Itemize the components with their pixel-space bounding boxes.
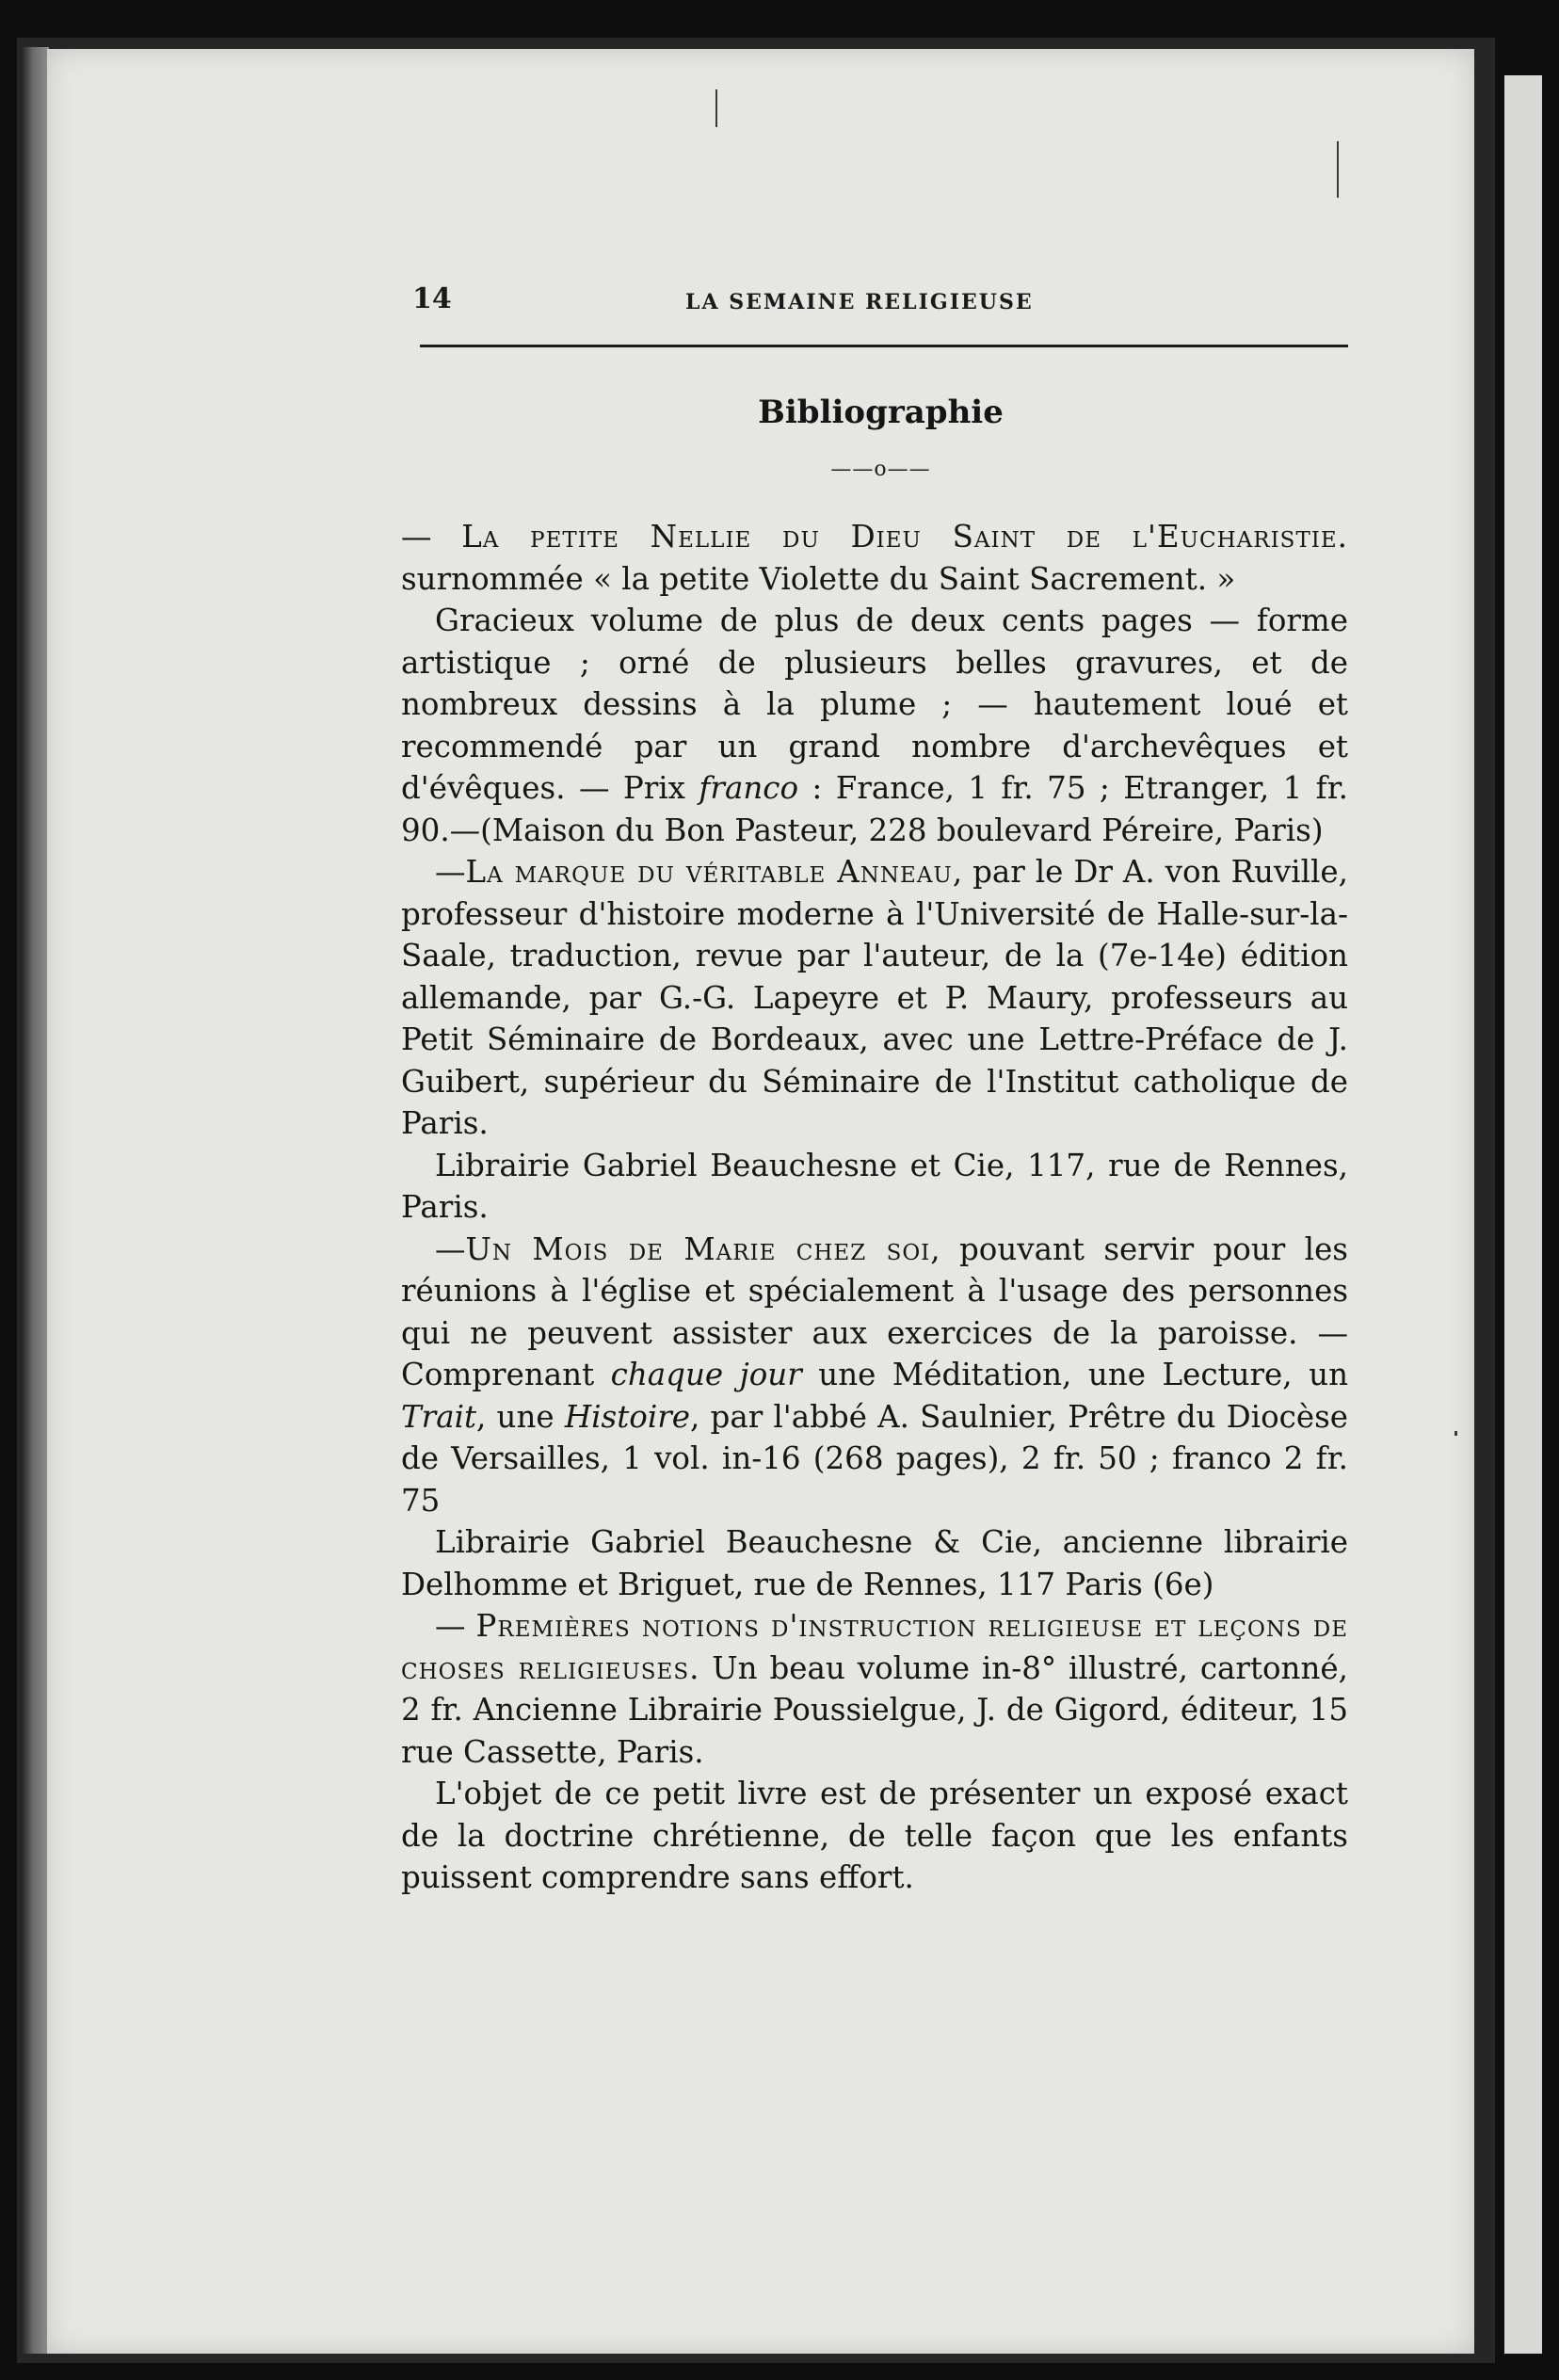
scan-scratch: [1455, 1431, 1457, 1436]
entry-title: Un Mois de Marie chez soi: [465, 1230, 931, 1267]
header-rule: [420, 345, 1348, 347]
entry-text: une Méditation, une Lecture, un: [801, 1357, 1349, 1392]
entry-dash: —: [435, 1230, 466, 1267]
entry-dash: —: [435, 1608, 476, 1644]
entry-text: , par l'abbé A. Saulnier, Prêtre du Diocèse de Versailles, 1 vol. in-16 (268 pages), 2 fr. 50 ; franco 2 fr. 75: [401, 1398, 1348, 1519]
entry-dash: —: [435, 854, 466, 890]
entry-text: Gracieux volume de plus de deux cents pages — forme artistique ; orné de plusieurs belles gravures, et de nombreux dessins à la plume ; — hautement loué et recommendé par un grand nombre d'archevêques et d'évêques. — Prix: [401, 603, 1348, 806]
entry-text: : France, 1 fr. 75 ; Etranger, 1 fr. 90.—(Maison du Bon Pasteur, 228 boulevard Péreire, Paris): [401, 770, 1348, 848]
section-ornament: ——o——: [830, 458, 931, 481]
entry-text: surnommée « la petite Violette du Saint Sacrement. »: [401, 560, 1236, 597]
scan-scratch: [1337, 141, 1339, 198]
entry-4-description: L'objet de ce petit livre est de présenter un exposé exact de la doctrine chrétienne, de telle façon que les enfants puissent comprendre sans effort.: [401, 1776, 1348, 1895]
entry-text: , une: [476, 1398, 565, 1435]
entry-italic: Trait: [401, 1398, 477, 1435]
entry-1-description: [401, 600, 1348, 851]
bibliography-body: [401, 516, 1348, 1899]
entry-dash: —: [401, 519, 462, 555]
entry-2: [401, 851, 1348, 1145]
entry-3-publisher: Librairie Gabriel Beauchesne & Cie, ancienne librairie Delhomme et Briguet, rue de Rennes, 117 Paris (6e): [401, 1524, 1348, 1602]
entry-3: [401, 1229, 1348, 1522]
entry-italic: Histoire: [564, 1398, 691, 1435]
entry-1: [401, 516, 1348, 600]
entry-title: La petite Nellie du Dieu Saint de l'Eucharistie.: [461, 519, 1348, 555]
entry-italic: chaque jour: [610, 1357, 802, 1392]
entry-2-publisher: Librairie Gabriel Beauchesne et Cie, 117, rue de Rennes, Paris.: [401, 1147, 1348, 1225]
section-title: Bibliographie: [758, 394, 1004, 431]
running-title: LA SEMAINE RELIGIEUSE: [685, 290, 1034, 314]
page-header: [412, 282, 1349, 320]
entry-title: Premières notions d'instruction religieuse et leçons de choses religieuses.: [401, 1608, 1348, 1686]
entry-text: , par le Dr A. von Ruville, professeur d'histoire moderne à l'Université de Halle-sur-la-Saale, traduction, revue par l'auteur, de la (7e-14e) édition allemande, par G.-G. Lapeyre et P. Maury, professeurs au Petit Séminaire de Bordeaux, avec une Lettre-Préface de J. Guibert, supérieur du Séminaire de l'Institut catholique de Paris.: [401, 854, 1348, 1141]
scan-scratch: [715, 89, 717, 127]
entry-4: [401, 1605, 1348, 1773]
entry-text: Un beau volume in-8° illustré, cartonné, 2 fr. Ancienne Librairie Poussielgue, J. de Gigord, éditeur, 15 rue Cassette, Paris.: [401, 1649, 1348, 1770]
entry-italic: franco: [699, 770, 799, 806]
entry-text: , pouvant servir pour les réunions à l'église et spécialement à l'usage des personnes qui ne peuvent assister aux exercices de la paroisse. — Comprenant: [401, 1230, 1348, 1392]
page-number: 14: [412, 282, 452, 315]
page-edge: [23, 47, 49, 2354]
adjacent-page-strip: [1504, 75, 1542, 2354]
entry-title: La marque du véritable Anneau: [465, 854, 953, 890]
